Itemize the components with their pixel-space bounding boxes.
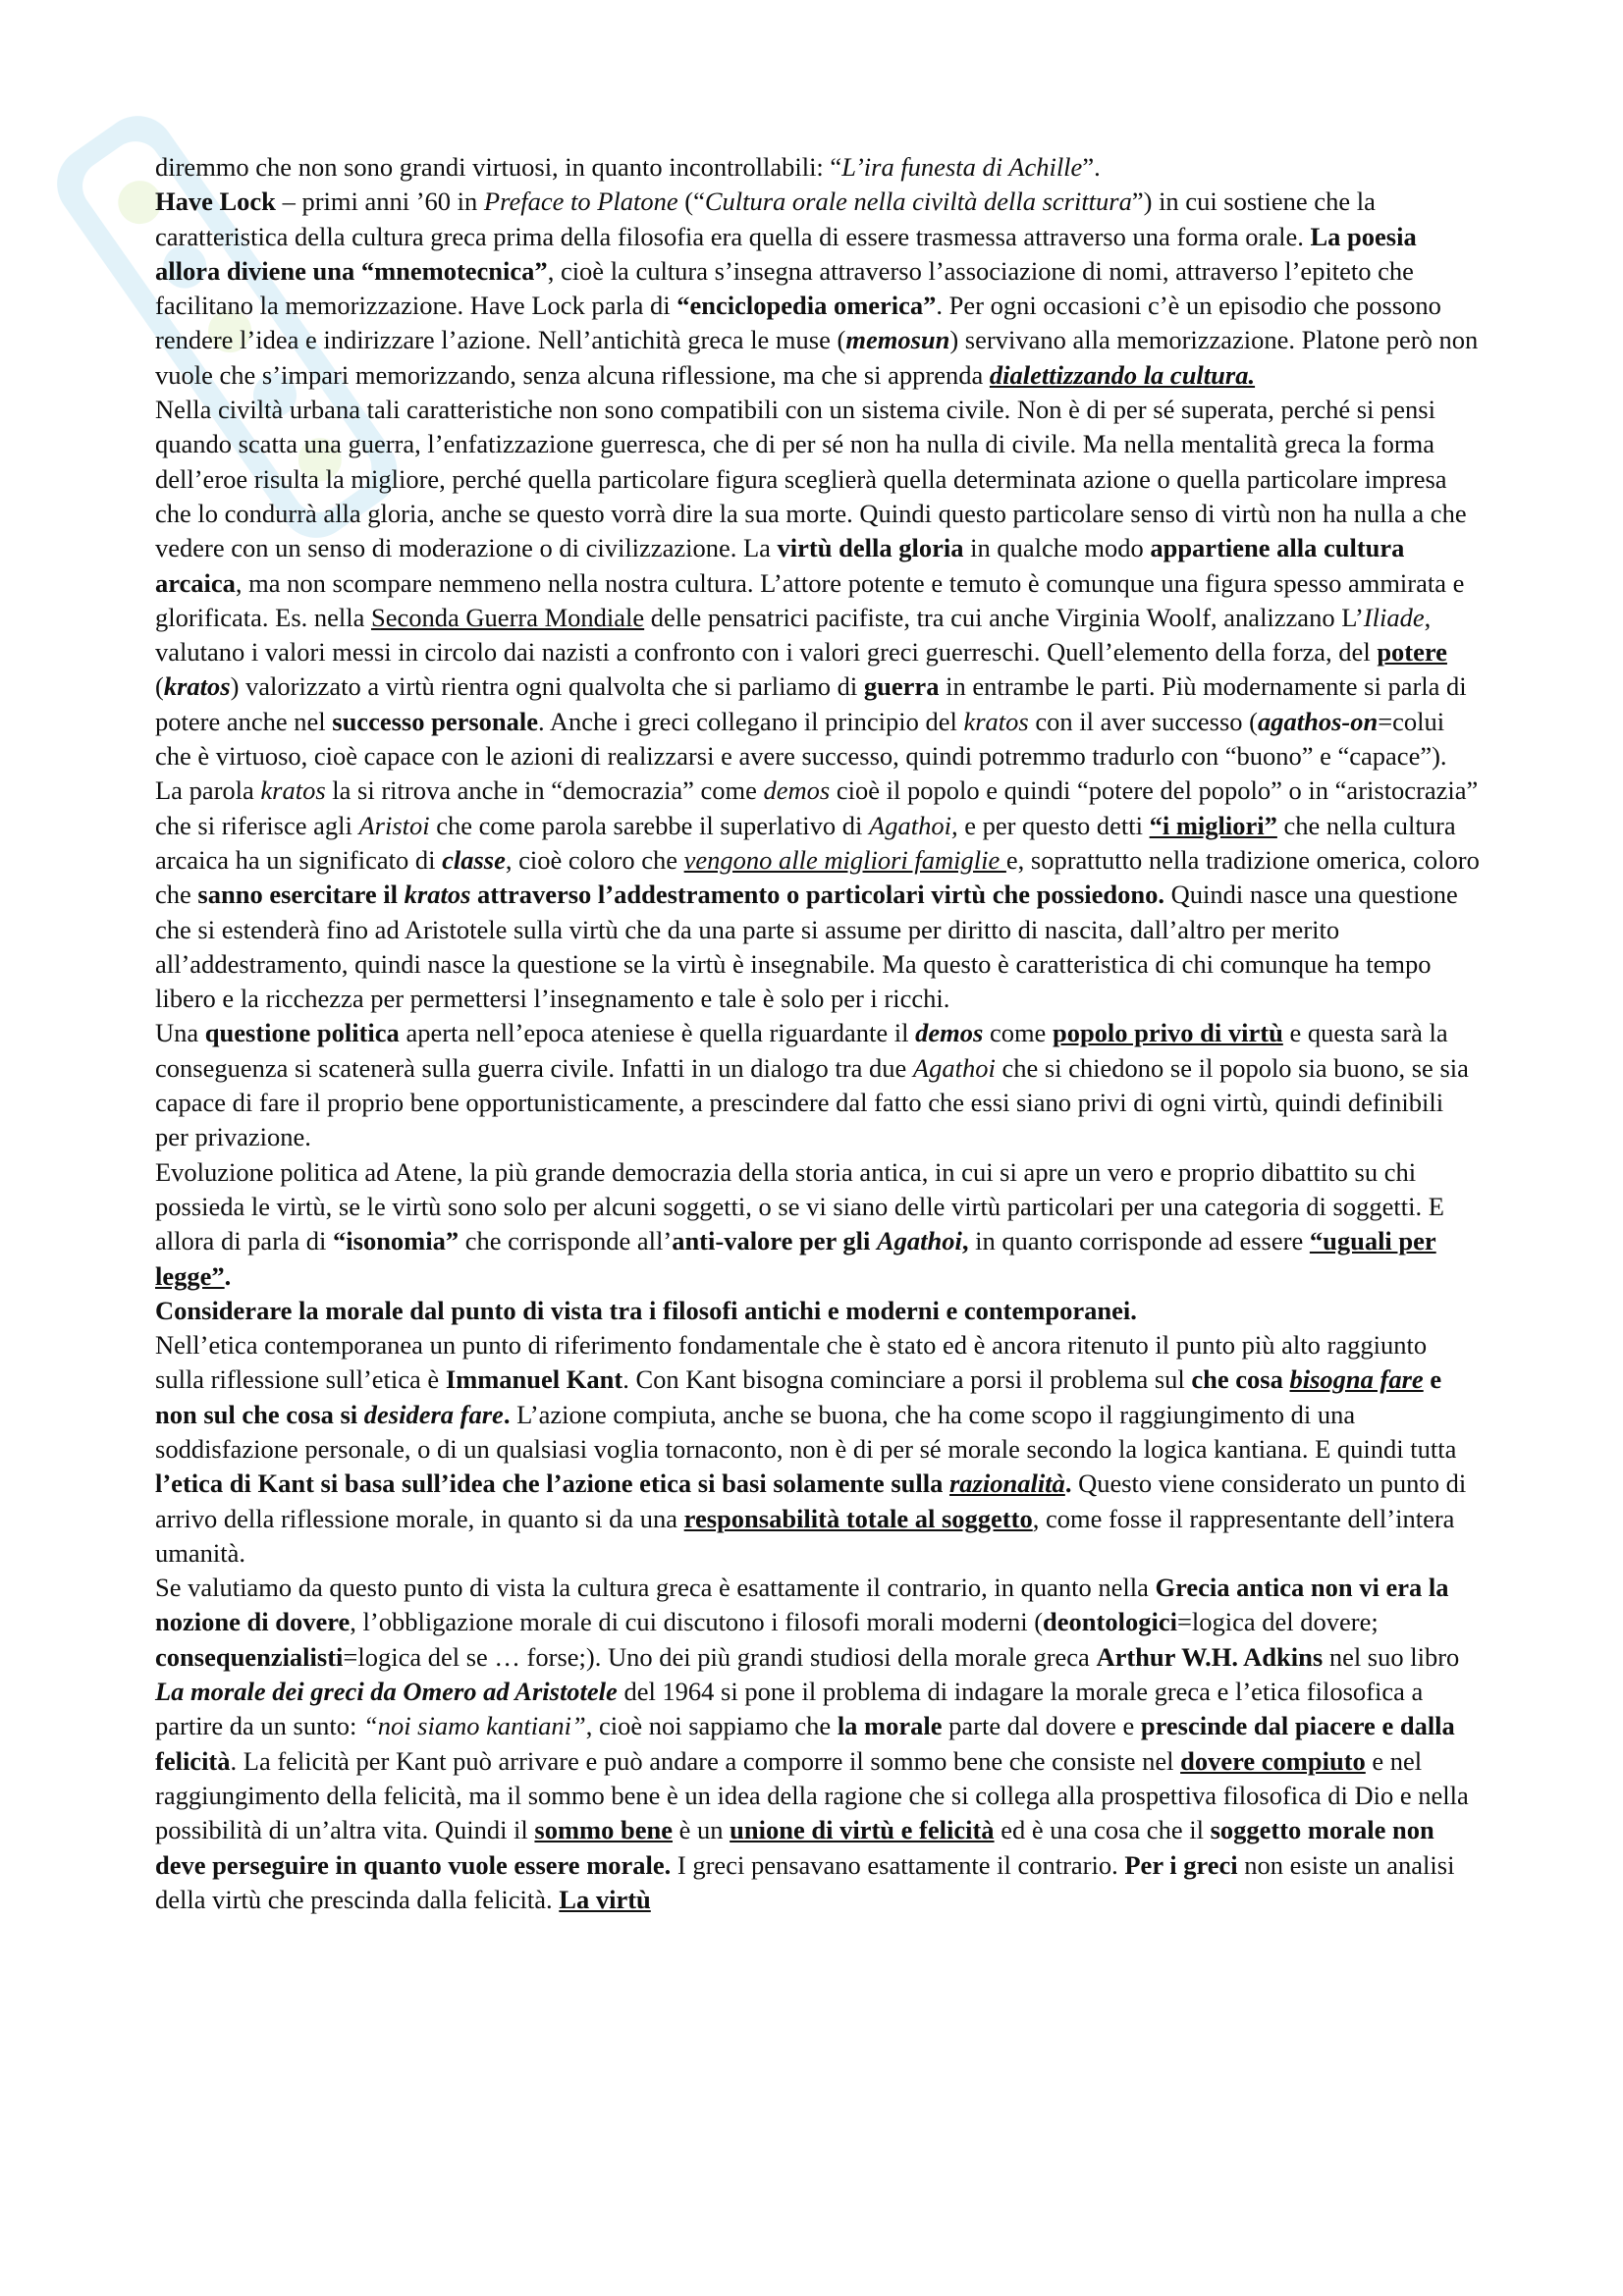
text-run: Una xyxy=(155,1018,205,1048)
paragraph xyxy=(155,1155,1481,1294)
text-run: diremmo che non sono grandi virtuosi, in quanto incontrollabili: “ xyxy=(155,152,842,182)
text-run: demos xyxy=(763,775,831,806)
text-run: . La felicità per Kant può arrivare e può andare a comporre il sommo bene che consiste nel xyxy=(230,1745,1181,1776)
text-run: L’azione compiuta, anche se buona, che ha come scopo il raggiungimento di una soddisfazione personale, o di un qualsiasi voglia tornaconto, non è di per sé morale secondo la logica kantiana. E quindi tutta xyxy=(155,1399,1457,1464)
text-run: , xyxy=(961,1226,969,1256)
text-run: e per questo detti xyxy=(957,810,1150,840)
text-run: ”. xyxy=(1082,152,1101,182)
text-run: con il aver successo ( xyxy=(1028,706,1258,736)
text-run: vengono alle migliori famiglie xyxy=(683,844,1006,875)
text-run: kratos xyxy=(163,671,231,702)
text-run: che corrisponde all’ xyxy=(459,1226,673,1256)
text-run: La poesia allora diviene una “mnemotecnica” xyxy=(155,221,1417,286)
text-run: . xyxy=(224,1260,232,1291)
text-run: anti-valore per gli xyxy=(672,1226,877,1256)
text-run: del 1964 si pone il problema di indagare la morale greca e l’etica filosofica a partire da un sunto: xyxy=(155,1677,1424,1741)
text-run: , cioè coloro che xyxy=(505,844,684,875)
text-run: (“ xyxy=(677,187,705,217)
paragraph xyxy=(155,185,1481,393)
text-run: Se valutiamo da questo punto di vista la cultura greca è esattamente il contrario, in quanto nella xyxy=(155,1573,1156,1603)
text-run: Considerare la morale dal punto di vista tra i filosofi antichi e moderni e contemporanei. xyxy=(155,1295,1137,1325)
text-run: Immanuel Kant xyxy=(445,1364,623,1395)
text-run: kratos xyxy=(963,706,1029,736)
paragraph xyxy=(155,1294,1481,1328)
text-run: cioè il popolo e quindi “potere del popolo” o in “aristocrazia” che si riferisce agli xyxy=(155,775,1479,840)
text-run: popolo privo di virtù xyxy=(1052,1018,1283,1048)
text-run: potere xyxy=(1377,637,1447,667)
text-run: che si chiedono se il popolo sia buono, se sia capace di fare il proprio bene opportunisticamente, a prescindere dal fatto che essi siano privi di ogni virtù, quindi definibili per privazione. xyxy=(155,1052,1469,1152)
text-run: , cioè noi sappiamo che xyxy=(585,1711,838,1741)
text-run: La morale dei greci da Omero ad Aristotele xyxy=(155,1677,618,1707)
text-run: . Anche i greci collegano il principio del xyxy=(538,706,964,736)
text-run: Questo viene considerato un punto di arrivo della riflessione morale, in quanto si da una xyxy=(155,1468,1467,1533)
text-run: La virtù xyxy=(559,1884,651,1914)
text-run: razionalità xyxy=(948,1468,1065,1499)
text-run: successo personale xyxy=(332,706,539,736)
text-run: kratos xyxy=(260,775,326,806)
text-run: aperta nell’epoca ateniese è quella riguardante il xyxy=(399,1018,916,1048)
text-run: , valutano i valori messi in circolo dai nazisti a confronto con i valori greci guerreschi. Quell’elemento della forza, del xyxy=(155,602,1432,667)
text-run: – primi anni ’60 in xyxy=(275,187,484,217)
text-run: parte dal dovere e xyxy=(942,1711,1141,1741)
text-run: in entrambe le parti. Più modernamente si parla di potere anche nel xyxy=(155,671,1467,736)
text-run: appartiene alla cultura arcaica xyxy=(155,533,1405,598)
text-run: ed è una cosa che il xyxy=(994,1815,1211,1845)
text-run: Agathoi, xyxy=(869,810,958,840)
text-run: dovere compiuto xyxy=(1180,1745,1366,1776)
text-run: Nella civiltà urbana tali caratteristiche non sono compatibili con un sistema civile. Non è di per sé superata, perché si pensi quando scatta una guerra, l’enfatizzazione guerresca, che di per sé non ha nulla di civile. Ma nella mentalità greca la forma dell’eroe risulta la migliore, perché quella particolare figura sceglierà quella determinata azione o quella particolare impresa che lo condurrà alla gloria, anche se questo vorrà dire la sua morte. Quindi questo particolare senso di virtù non ha nulla a che vedere con un senso di moderazione o di civilizzazione. La xyxy=(155,395,1467,563)
text-run: delle pensatrici pacifiste, tra cui anche Virginia Woolf, analizzano L’ xyxy=(644,602,1364,632)
text-run: L’ira funesta di Achille xyxy=(841,152,1083,182)
text-run: . Per ogni occasioni c’è un episodio che possono rendere l’idea e indirizzare l’azione. Nell’antichità greca le muse ( xyxy=(155,291,1441,355)
text-run: ”) in cui sostiene che la caratteristica della cultura greca prima della filosofia era quella di essere trasmessa attraverso una forma orale. xyxy=(155,187,1376,251)
text-run: . xyxy=(1064,1468,1072,1499)
text-run: come xyxy=(983,1018,1053,1048)
text-run: desidera fare xyxy=(363,1399,504,1429)
text-run: , cioè la cultura s’insegna attraverso l’associazione di nomi, attraverso l’epiteto che facilitano la memorizzazione. Have Lock parla di xyxy=(155,255,1414,321)
text-run: sommo bene xyxy=(534,1815,674,1845)
text-run: e questa sarà la conseguenza si scatenerà sulla guerra civile. Infatti in un dialogo tra due xyxy=(155,1018,1448,1083)
text-run: è un xyxy=(673,1815,730,1845)
text-run: demos xyxy=(915,1018,984,1048)
text-run: che nella cultura arcaica ha un significato di xyxy=(155,810,1456,875)
text-run: sanno esercitare il xyxy=(197,880,405,910)
text-run: nel suo libro xyxy=(1323,1641,1460,1672)
text-run: Cultura orale nella civiltà della scrittura xyxy=(704,187,1132,217)
text-run: “uguali per legge” xyxy=(155,1226,1436,1291)
text-run: dialettizzando la cultura. xyxy=(989,359,1256,390)
text-run: attraverso l’addestramento o particolari virtù che possiedono. xyxy=(470,880,1164,910)
text-run: Arthur W.H. Adkins xyxy=(1096,1641,1324,1672)
text-run: ) valorizzato a virtù rientra ogni qualvolta che si parliamo di xyxy=(230,671,864,702)
text-run: virtù della gloria xyxy=(777,533,964,563)
text-run: unione di virtù e felicità xyxy=(730,1815,995,1845)
text-run: bisogna fare xyxy=(1289,1364,1424,1395)
text-run: , l’obbligazione morale di cui discutono i filosofi morali moderni ( xyxy=(350,1607,1044,1637)
text-run: . Con Kant bisogna cominciare a porsi il problema sul xyxy=(622,1364,1192,1395)
text-run: e non sul che cosa si xyxy=(155,1364,1442,1429)
text-run: kratos xyxy=(404,880,471,910)
text-run: Grecia antica non vi era la nozione di dovere xyxy=(155,1573,1449,1637)
text-run: , come fosse il rappresentante dell’intera umanità. xyxy=(155,1503,1455,1568)
text-run: soggetto morale non deve perseguire in quanto vuole essere morale. xyxy=(155,1815,1434,1880)
text-run: memosun xyxy=(845,325,950,355)
text-run: I greci pensavano esattamente il contrario. xyxy=(671,1849,1125,1880)
text-run: consequenzialisti xyxy=(155,1641,344,1672)
paragraph xyxy=(155,1016,1481,1154)
paragraph xyxy=(155,1571,1481,1917)
text-run: Per i greci xyxy=(1124,1849,1238,1880)
text-run: Aristoi xyxy=(358,810,430,840)
text-run: . xyxy=(503,1399,511,1429)
paragraph xyxy=(155,150,1481,185)
text-run: ) servivano alla memorizzazione. Platone però non vuole che s’impari memorizzando, senza alcuna riflessione, ma che si apprenda xyxy=(155,325,1479,390)
text-run: =colui che è virtuoso, cioè capace con le azioni di realizzarsi e avere successo, quindi potremmo tradurlo con “buono” e “capace”). La parola xyxy=(155,706,1447,806)
text-run: in quanto corrisponde ad essere xyxy=(968,1226,1310,1256)
document-page xyxy=(155,150,1481,1917)
paragraph xyxy=(155,393,1481,1016)
text-run: la morale xyxy=(837,1711,943,1741)
text-run: Seconda Guerra Mondiale xyxy=(371,602,645,632)
text-run: e nel raggiungimento della felicità, ma il sommo bene è un idea della ragione che si collega alla prospettiva filosofica di Dio e nella possibilità di un’altra vita. Quindi il xyxy=(155,1745,1469,1845)
text-run: guerra xyxy=(863,671,940,702)
text-run: che come parola sarebbe il superlativo di xyxy=(429,810,870,840)
text-run: prescinde dal piacere e dalla felicità xyxy=(155,1711,1455,1776)
text-run: agathos-on xyxy=(1257,706,1379,736)
text-run: “noi siamo kantiani” xyxy=(362,1711,586,1741)
text-run: “isonomia” xyxy=(333,1226,460,1256)
text-run: deontologici xyxy=(1043,1607,1177,1637)
text-run: classe xyxy=(442,844,506,875)
text-run: questione politica xyxy=(204,1018,400,1048)
text-run: la si ritrova anche in “democrazia” come xyxy=(325,775,764,806)
text-run: “enciclopedia omerica” xyxy=(676,291,937,321)
text-run: =logica del dovere; xyxy=(1176,1607,1379,1637)
paragraph xyxy=(155,1328,1481,1571)
text-run: “i migliori” xyxy=(1149,810,1277,840)
text-run: Agathoi xyxy=(912,1052,996,1083)
text-run: Quindi nasce una questione che si estenderà fino ad Aristotele sulla virtù che da una parte si assume per diritto di nascita, dall’altro per merito all’addestramento, quindi nasce la questione se la virtù è insegnabile. Ma questo è caratteristica di chi comunque ha tempo libero e la ricchezza per permettersi l’insegnamento e tale è solo per i ricchi. xyxy=(155,880,1458,1014)
text-run: Have Lock xyxy=(155,187,276,217)
text-run: Evoluzione politica ad Atene, la più grande democrazia della storia antica, in cui si apre un vero e proprio dibattito su chi possieda le virtù, se le virtù sono solo per alcuni soggetti, o se vi siano delle virtù particolari per una categoria di soggetti. E allora di parla di xyxy=(155,1156,1444,1256)
text-run: Iliade xyxy=(1363,602,1425,632)
text-run: non esiste un analisi della virtù che prescinda dalla felicità. xyxy=(155,1849,1455,1914)
text-run: che cosa xyxy=(1191,1364,1290,1395)
text-run: Preface to Platone xyxy=(483,187,678,217)
text-run: Agathoi xyxy=(876,1226,962,1256)
text-run: =logica del se … forse;). Uno dei più grandi studiosi della morale greca xyxy=(343,1641,1097,1672)
text-run: ( xyxy=(155,671,164,702)
text-run: Nell’etica contemporanea un punto di riferimento fondamentale che è stato ed è ancora ritenuto il punto più alto raggiunto sulla riflessione sull’etica è xyxy=(155,1330,1428,1395)
text-run: e, soprattutto nella tradizione omerica, coloro che xyxy=(155,844,1480,910)
text-run: in qualche modo xyxy=(963,533,1151,563)
text-run: l’etica di Kant si basa sull’idea che l’azione etica si basi solamente sulla xyxy=(155,1468,949,1499)
text-run: responsabilità totale al soggetto xyxy=(683,1503,1033,1533)
text-run: , ma non scompare nemmeno nella nostra cultura. L’attore potente e temuto è comunque una figura spesso ammirata e glorificata. Es. nella xyxy=(155,567,1465,632)
